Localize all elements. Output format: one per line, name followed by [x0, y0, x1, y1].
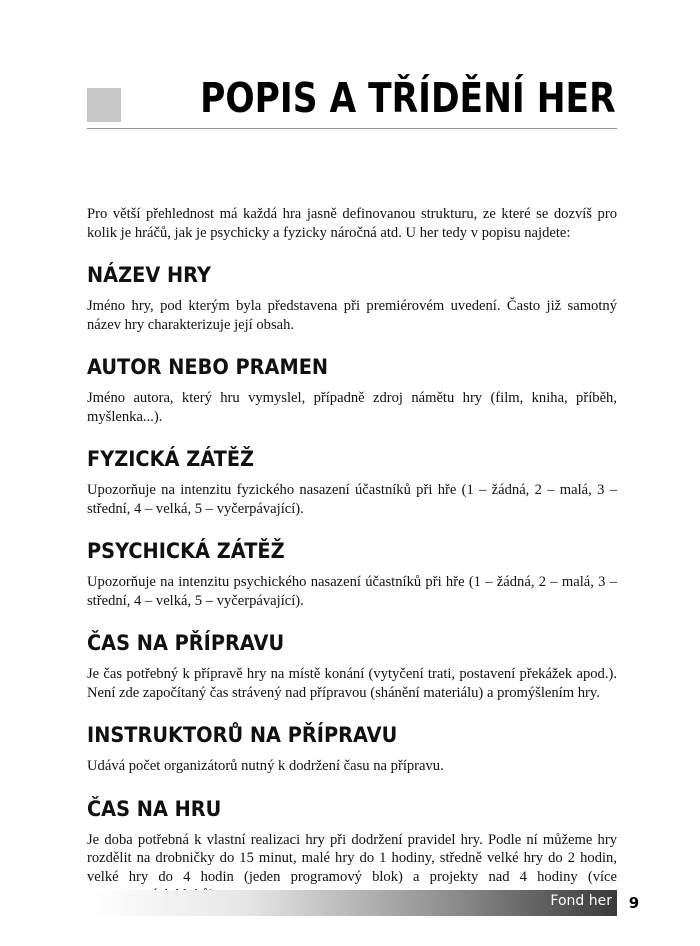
section-text: Jméno hry, pod kterým byla představena při premiérovém uvedení. Často již samotný název hry charakterizuje její obsah. — [87, 298, 617, 333]
section-heading: ČAS NA HRU — [87, 796, 222, 821]
section-heading: NÁZEV HRY — [87, 263, 211, 287]
intro-paragraph: Pro větší přehlednost má každá hra jasně definovanou strukturu, ze které se dozvíš pro kolik je hráčů, jak je psychicky a fyzicky náročná atd. U her tedy v popisu najdete: — [87, 206, 617, 241]
section-heading: FYZICKÁ ZÁTĚŽ — [87, 447, 255, 471]
page-number: 9 — [628, 894, 640, 912]
section-instruktoru — [87, 722, 617, 776]
section-fyzicka-zatez — [87, 446, 617, 518]
title-decoration-square — [87, 88, 121, 122]
section-heading: AUTOR NEBO PRAMEN — [87, 355, 329, 379]
section-heading: INSTRUKTORŮ NA PŘÍPRAVU — [87, 723, 398, 747]
section-autor — [87, 354, 617, 426]
footer-label: Fond her — [550, 893, 612, 909]
section-text: Je doba potřebná k vlastní realizaci hry při dodržení pravidel hry. Podle ní můžeme hry rozdělit na drobničky do 15 minut, malé hry do 1 hodiny, středně velké hry do 2 hodin, velké hry do 4 hodin (jeden programový blok) a projekty nad 4 hodiny (více — [87, 831, 617, 885]
title-divider — [87, 128, 617, 129]
section-text: Upozorňuje na intenzitu fyzického nasazení účastníků při hře (1 – žádná, 2 – malá, 3 – střední, 4 – velká, 5 – vyčerpávající). — [87, 482, 617, 517]
section-cas-na-hru — [87, 796, 617, 905]
section-text: Upozorňuje na intenzitu psychického nasazení účastníků při hře (1 – žádná, 2 – malá, 3 – střední, 4 – velká, 5 – vyčerpávající). — [87, 574, 617, 609]
section-heading: PSYCHICKÁ ZÁTĚŽ — [87, 539, 285, 563]
section-nazev-hry — [87, 262, 617, 334]
footer-gradient-bar — [87, 890, 617, 916]
section-heading: ČAS NA PŘÍPRAVU — [87, 631, 285, 655]
page-content — [87, 205, 617, 905]
page-title: POPIS A TŘÍDĚNÍ HER — [200, 74, 616, 122]
section-cas-na-pripravu — [87, 630, 617, 702]
section-text: Jméno autora, který hru vymyslel, případně zdroj námětu hry (film, kniha, příběh, myšlenka...). — [87, 390, 617, 425]
section-psychicka-zatez — [87, 538, 617, 610]
section-text: Udává počet organizátorů nutný k dodržení času na přípravu. — [87, 758, 444, 774]
section-text: Je čas potřebný k přípravě hry na místě konání (vytyčení trati, postavení překážek apod.). Není zde započítaný čas strávený nad přípravou (shánění materiálu) a promýšlením hry. — [87, 666, 617, 701]
